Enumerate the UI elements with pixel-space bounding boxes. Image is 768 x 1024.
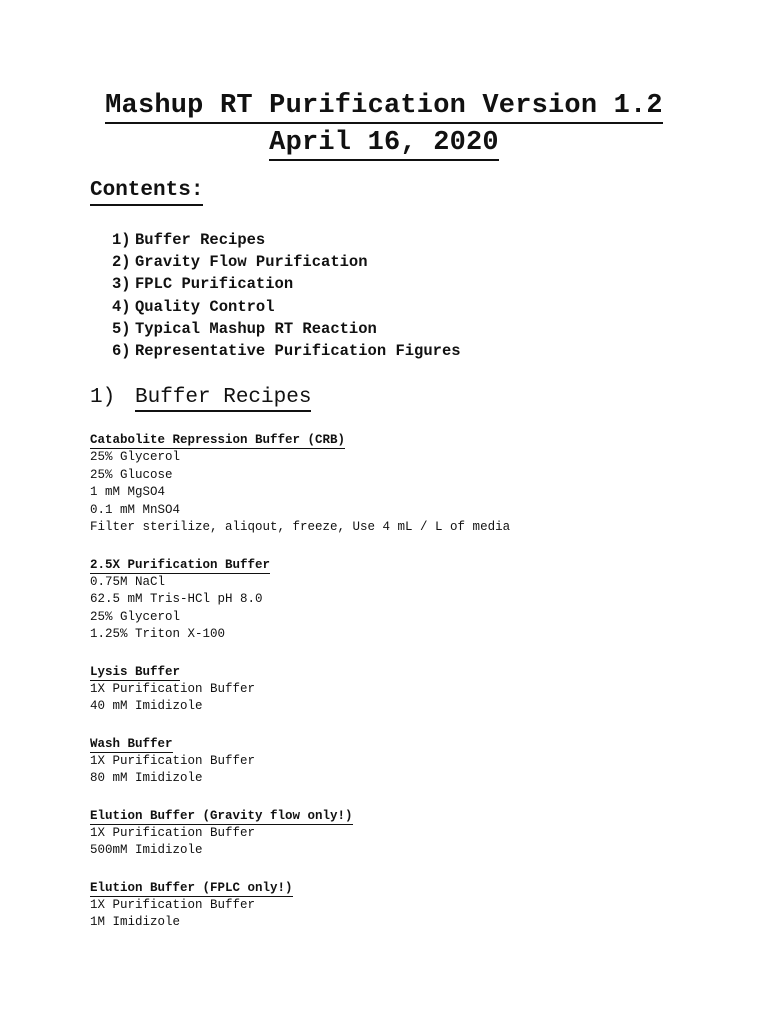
section-heading-buffer-recipes <box>90 384 311 412</box>
recipe-line: 1X Purification Buffer <box>90 753 256 768</box>
recipe-crb <box>90 430 750 537</box>
contents-item <box>112 318 461 340</box>
recipes-list <box>90 430 750 950</box>
recipe-title: Lysis Buffer <box>90 664 181 679</box>
section-title: Buffer Recipes <box>135 386 311 412</box>
recipe-title: Catabolite Repression Buffer (CRB) <box>90 433 346 447</box>
recipe-elution-gravity <box>90 806 750 860</box>
contents-item-number: 3) <box>112 275 131 294</box>
contents-item <box>112 229 461 251</box>
section-number: 1) <box>90 386 116 409</box>
recipe-line: 80 mM Imidizole <box>90 771 203 785</box>
recipe-line: 1X Purification Buffer <box>90 825 256 840</box>
recipe-line: 40 mM Imidizole <box>90 699 203 713</box>
contents-item-number: 5) <box>112 319 131 338</box>
contents-item <box>112 251 461 273</box>
recipe-wash-buffer <box>90 734 750 788</box>
contents-item-label: Quality Control <box>135 297 275 316</box>
contents-item-number: 2) <box>112 253 131 272</box>
recipe-line: 1X Purification Buffer <box>90 681 256 696</box>
contents-item-label: Buffer Recipes <box>135 231 266 249</box>
contents-list <box>112 229 461 362</box>
title-block <box>0 90 768 164</box>
recipe-line: 0.1 mM MnSO4 <box>90 502 181 517</box>
recipe-purification-buffer <box>90 555 750 644</box>
contents-heading: Contents: <box>90 178 203 206</box>
contents-item-number: 6) <box>112 342 131 361</box>
contents-item-label: FPLC Purification <box>135 275 294 294</box>
recipe-title: 2.5X Purification Buffer <box>90 557 271 572</box>
recipe-line: 25% Glycerol <box>90 450 181 464</box>
recipe-line: 62.5 mM Tris-HCl pH 8.0 <box>90 592 263 606</box>
recipe-lysis-buffer <box>90 662 750 716</box>
recipe-line: 1M Imidizole <box>90 915 181 929</box>
recipe-line: Filter sterilize, aliqout, freeze, Use 4 mL / L of media <box>90 520 511 534</box>
recipe-line: 1 mM MgSO4 <box>90 485 166 499</box>
recipe-elution-fplc <box>90 878 750 932</box>
recipe-line: 1.25% Triton X-100 <box>90 627 226 641</box>
contents-item-number: 1) <box>112 231 131 249</box>
recipe-line: 1X Purification Buffer <box>90 897 256 912</box>
document-title: Mashup RT Purification Version 1.2 <box>105 90 663 124</box>
contents-item-number: 4) <box>112 297 131 316</box>
contents-item-label: Gravity Flow Purification <box>135 253 368 272</box>
contents-item <box>112 296 461 318</box>
recipe-line: 500mM Imidizole <box>90 843 203 857</box>
contents-item-label: Typical Mashup RT Reaction <box>135 319 377 338</box>
recipe-title: Elution Buffer (Gravity flow only!) <box>90 808 353 823</box>
recipe-line: 25% Glucose <box>90 467 173 482</box>
contents-item-label: Representative Purification Figures <box>135 342 461 361</box>
contents-item <box>112 340 461 362</box>
recipe-line: 25% Glycerol <box>90 609 181 624</box>
contents-item <box>112 273 461 295</box>
recipe-line: 0.75M NaCl <box>90 574 166 589</box>
recipe-title: Wash Buffer <box>90 736 173 751</box>
recipe-title: Elution Buffer (FPLC only!) <box>90 880 293 895</box>
document-date: April 16, 2020 <box>269 127 499 161</box>
